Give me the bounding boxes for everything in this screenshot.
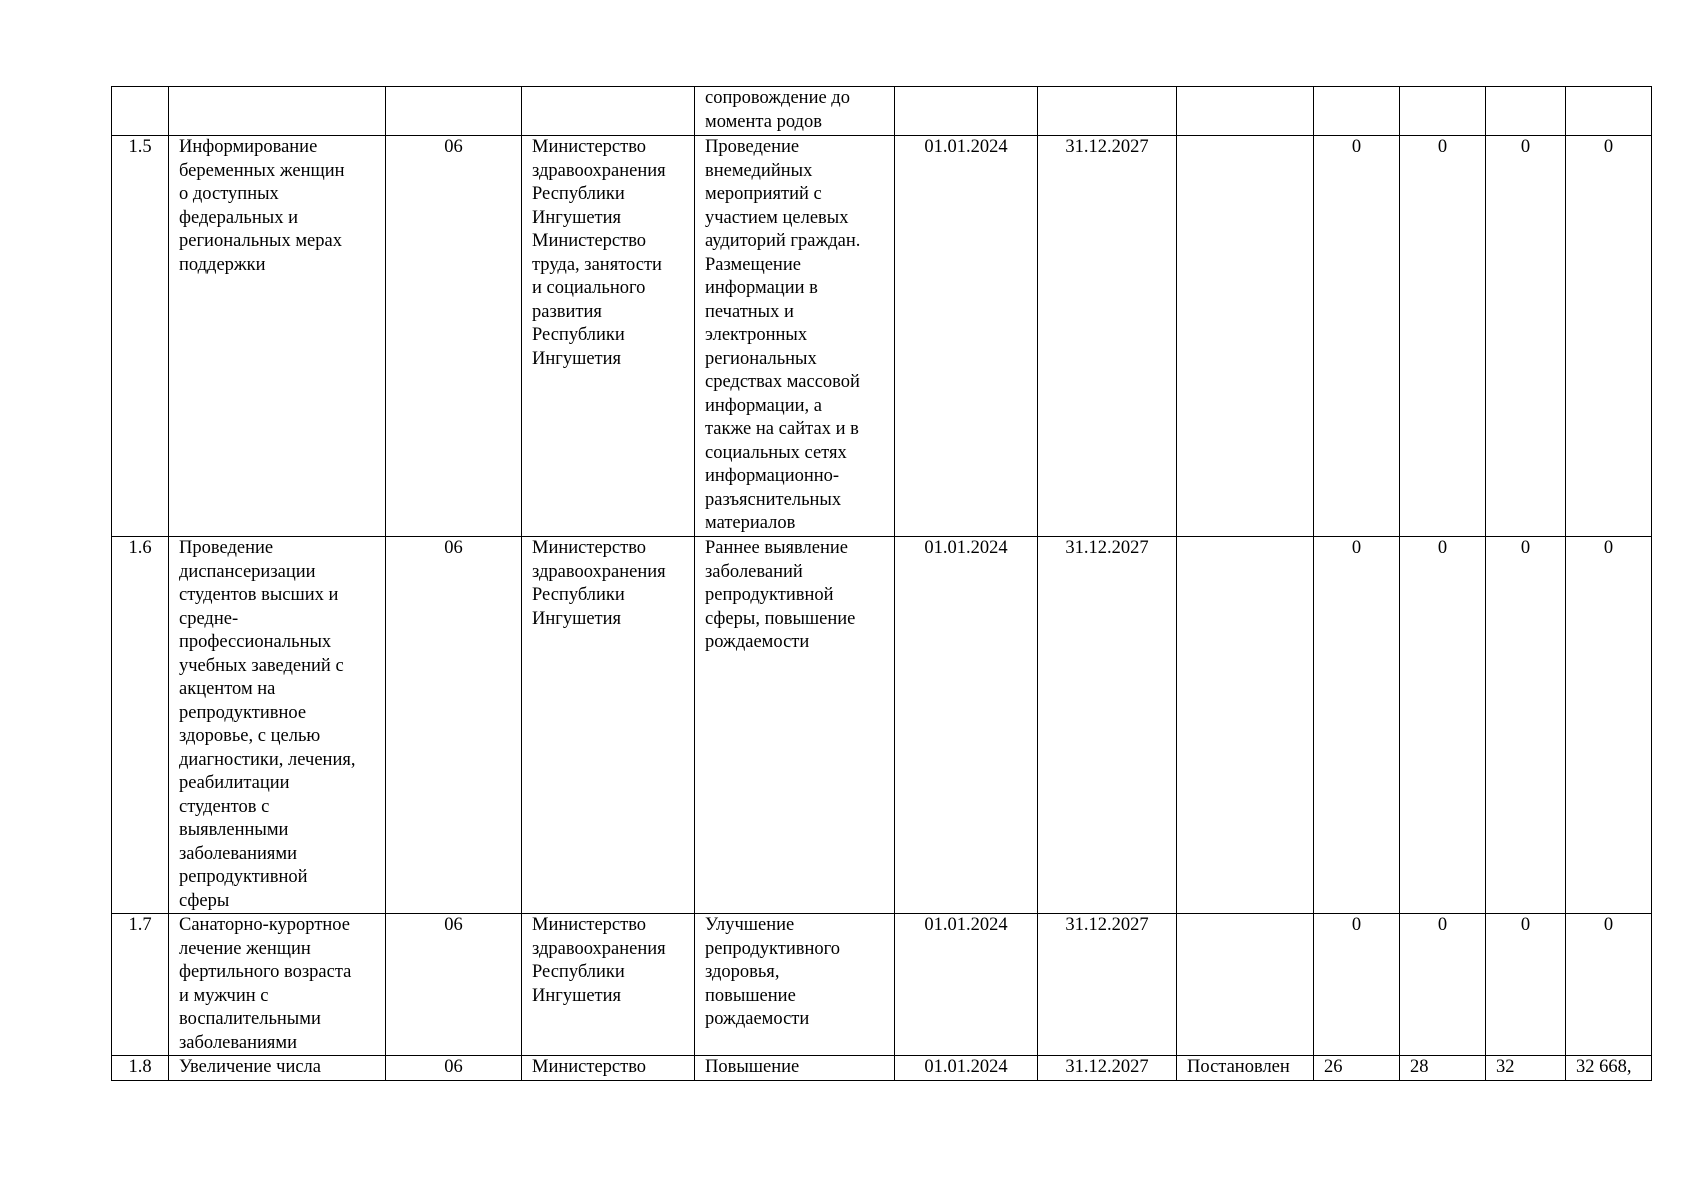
start-date: 01.01.2024: [895, 136, 1038, 537]
value-cell-1: 0: [1314, 914, 1400, 1056]
code-cell: 06: [386, 914, 522, 1056]
row-number: 1.5: [112, 136, 169, 537]
value-cell-4: 32 668,: [1566, 1056, 1652, 1081]
code-cell: [386, 87, 522, 136]
value-cell-1: 0: [1314, 136, 1400, 537]
end-date: [1038, 87, 1177, 136]
document-cell: [1177, 914, 1314, 1056]
measure-name: Увеличение числа: [169, 1056, 386, 1081]
value-cell-4: 0: [1566, 914, 1652, 1056]
measure-name: [169, 87, 386, 136]
row-number: 1.6: [112, 537, 169, 914]
table-row: [112, 1056, 1652, 1081]
value-cell-2: 0: [1400, 537, 1486, 914]
code-cell: 06: [386, 537, 522, 914]
code-cell: 06: [386, 136, 522, 537]
value-cell-3: 0: [1486, 136, 1566, 537]
value-cell-2: 0: [1400, 136, 1486, 537]
measure-name: Проведение диспансеризации студентов высших и средне- профессиональных учебных заведений с акцентом на репродуктивное здоровье, с целью диагностики, лечения, реабилитации студентов с выявленными заболеваниями репродуктивной сферы: [169, 537, 386, 914]
value-cell-1: 0: [1314, 537, 1400, 914]
value-cell-3: [1486, 87, 1566, 136]
executor-cell: Министерство здравоохранения Республики Ингушетия: [522, 914, 695, 1056]
measure-name: Информирование беременных женщин о доступных федеральных и региональных мерах поддержки: [169, 136, 386, 537]
result-cell: сопровождение до момента родов: [695, 87, 895, 136]
document-cell: Постановлен: [1177, 1056, 1314, 1081]
value-cell-3: 0: [1486, 537, 1566, 914]
result-cell: Проведение внемедийных мероприятий с участием целевых аудиторий граждан. Размещение информации в печатных и электронных региональных средствах массовой информации, а также на сайтах и в социальных сетях информационно- разъяснительных материалов: [695, 136, 895, 537]
row-number: 1.7: [112, 914, 169, 1056]
table-row: [112, 537, 1652, 914]
value-cell-2: 28: [1400, 1056, 1486, 1081]
executor-cell: [522, 87, 695, 136]
value-cell-4: 0: [1566, 537, 1652, 914]
table-row: [112, 87, 1652, 136]
document-cell: [1177, 136, 1314, 537]
value-cell-4: [1566, 87, 1652, 136]
measure-name: Санаторно-курортное лечение женщин фертильного возраста и мужчин с воспалительными заболеваниями: [169, 914, 386, 1056]
start-date: 01.01.2024: [895, 1056, 1038, 1081]
result-cell: Раннее выявление заболеваний репродуктивной сферы, повышение рождаемости: [695, 537, 895, 914]
row-number: [112, 87, 169, 136]
end-date: 31.12.2027: [1038, 136, 1177, 537]
executor-cell: Министерство здравоохранения Республики Ингушетия Министерство труда, занятости и социального развития Республики Ингушетия: [522, 136, 695, 537]
value-cell-3: 32: [1486, 1056, 1566, 1081]
code-cell: 06: [386, 1056, 522, 1081]
document-cell: [1177, 537, 1314, 914]
value-cell-2: [1400, 87, 1486, 136]
start-date: 01.01.2024: [895, 537, 1038, 914]
end-date: 31.12.2027: [1038, 1056, 1177, 1081]
start-date: 01.01.2024: [895, 914, 1038, 1056]
start-date: [895, 87, 1038, 136]
end-date: 31.12.2027: [1038, 537, 1177, 914]
document-cell: [1177, 87, 1314, 136]
value-cell-1: 26: [1314, 1056, 1400, 1081]
row-number: 1.8: [112, 1056, 169, 1081]
table-row: [112, 136, 1652, 537]
table-row: [112, 914, 1652, 1056]
value-cell-3: 0: [1486, 914, 1566, 1056]
result-cell: Улучшение репродуктивного здоровья, повышение рождаемости: [695, 914, 895, 1056]
executor-cell: Министерство здравоохранения Республики Ингушетия: [522, 537, 695, 914]
value-cell-1: [1314, 87, 1400, 136]
value-cell-4: 0: [1566, 136, 1652, 537]
end-date: 31.12.2027: [1038, 914, 1177, 1056]
value-cell-2: 0: [1400, 914, 1486, 1056]
measures-table: [111, 86, 1652, 1081]
result-cell: Повышение: [695, 1056, 895, 1081]
executor-cell: Министерство: [522, 1056, 695, 1081]
